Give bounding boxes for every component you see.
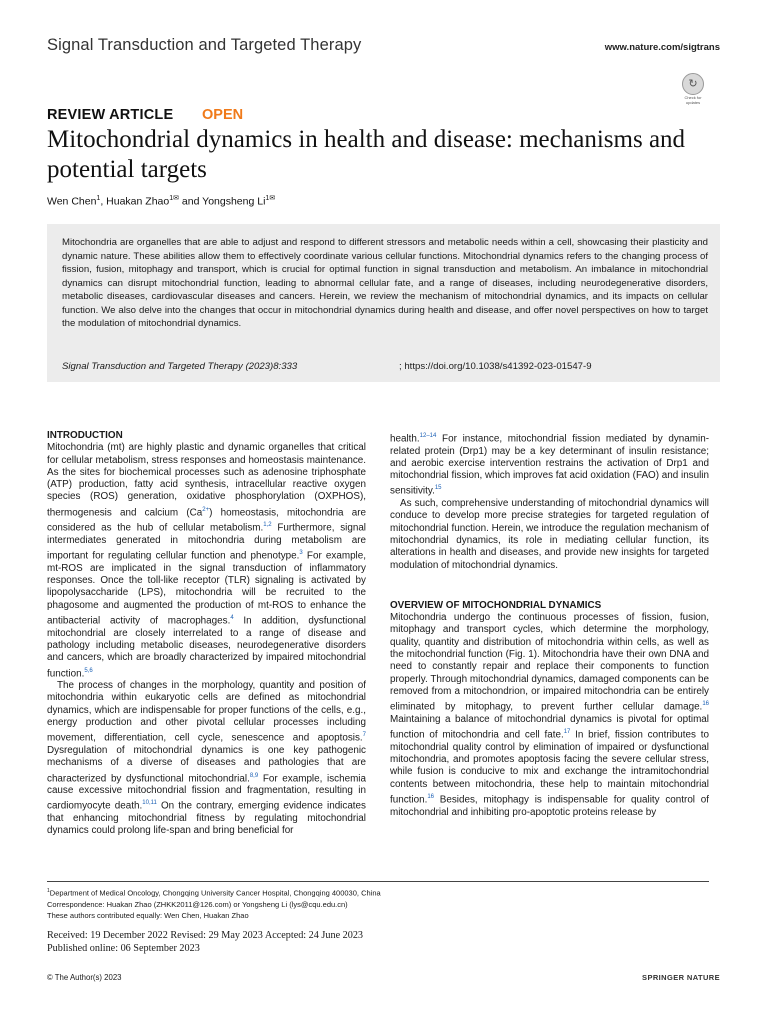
section-heading-overview: OVERVIEW OF MITOCHONDRIAL DYNAMICS (390, 599, 602, 611)
reference-superscript[interactable]: 1,2 (263, 522, 272, 529)
body-column-right (390, 430, 709, 819)
check-for-updates-button[interactable] (681, 73, 705, 103)
journal-site-link[interactable]: www.nature.com/sigtrans (604, 42, 720, 53)
body-paragraph: Mitochondria undergo the continuous processes of fission, fusion, mitophagy and transport cycles, which determine the morphology, quality, quantity and distribution of mitochondria within cells, as well as the mitochondrial function (Fig. 1). Mitochondria have their own DNA and need to constantly repair and replace their components to function properly. Through mitochondrial dynamics, damaged components can be removed from a mitochondrion, or impaired mitochondria can be entirely eliminated by mitophagy, to prevent further cellular damage.$^{16}$ Maintaining a balance of mitochondrial dynamics is pivotal for optimal function of mitochondria and cell fate.$^{17}$ In brief, fission contributes to mitochondrial quality control by elimination of impaired or dysfunctional mitochondria, and promotes apoptosis facing the severe cellular stress, while fusion is conducive to mix and exchange the intramitochondrial contents between mitochondria, these help to maintain mitochondrial function.$^{16}$ Besides, mitophagy is indispensable for quality control of mitochondrial and inhibiting pro-apoptotic proteins release by (390, 612, 709, 818)
article-type: REVIEW ARTICLE (47, 107, 174, 123)
author-affiliation-mark: 1 (96, 195, 101, 202)
reference-superscript[interactable]: 5,6 (84, 667, 93, 674)
body-column-left (47, 430, 366, 838)
reference-superscript[interactable]: 12–14 (419, 433, 437, 439)
reference-superscript[interactable]: 1 (47, 888, 50, 894)
journal-name: Signal Transduction and Targeted Therapy (47, 36, 362, 54)
received-dates: Received: 19 December 2022 Revised: 29 May 2023 Accepted: 24 June 2023 (47, 930, 364, 941)
reference-superscript[interactable]: 8,9 (249, 772, 259, 779)
check-updates-caption: Check for updates (684, 95, 702, 105)
check-updates-icon: ↻ (682, 73, 704, 95)
reference-superscript[interactable]: 16 (427, 793, 435, 800)
reference-superscript[interactable]: 15 (434, 485, 442, 492)
citation-line: Signal Transduction and Targeted Therapy (2023)8:333 (62, 361, 298, 372)
reference-superscript[interactable]: 10,11 (142, 800, 157, 807)
body-paragraph: health.$^{12-14}$ For instance, mitochondrial fission mediated by dynamin-related protein (Drp1) may be a key determinant of insulin resistance; and aerobic exercise intervention restrains the activation of Drp1 and mitochondrial fission, which improves fat acid oxidation (FAO) and insulin sensitivity.$^{15}$ (390, 433, 709, 497)
reference-superscript[interactable]: 17 (563, 729, 571, 736)
article-title: Mitochondrial dynamics in health and disease: mechanisms and potential targets (47, 126, 686, 183)
author-separator: and (178, 195, 203, 208)
body-paragraph: As such, comprehensive understanding of mitochondrial dynamics will conduce to develop more precise strategies for targeted regulation of mitochondrial function. Herein, we introduce the regulation mechanism of mitochondrial dynamics, its role in mediating cellular function, its alterations in health and diseases, and provide new insights for targeted modulation of mitochondrial dynamics. (390, 498, 709, 571)
section-heading-introduction: INTRODUCTION (47, 430, 123, 441)
author-list (47, 194, 275, 208)
footnotes (47, 886, 381, 921)
reference-superscript[interactable]: 4 (230, 615, 234, 622)
publisher-logo: SPRINGER NATURE (642, 973, 720, 982)
published-date: Published online: 06 September 2023 (47, 943, 200, 954)
author-name[interactable]: Huakan Zhao (106, 195, 170, 208)
reference-superscript[interactable]: 7 (362, 732, 366, 739)
footnote-divider (47, 881, 709, 882)
reference-superscript[interactable]: 3 (299, 550, 303, 557)
author-affiliation-mark: 1✉ (265, 195, 276, 202)
abstract-text: Mitochondria are organelles that are able to adjust and respond to different stressors and metabolic needs within a cell, showcasing their plasticity and dynamic nature. These abilities allow them to effectively coordinate various cellular functions. Mitochondrial dynamics refers to the changing process of fission, fusion, mitophagy and transport, which is crucial for optimal function in signal transduction and metabolism. An imbalance in mitochondrial dynamics can disrupt mitochondrial function, leading to abnormal cellular fate, and a range of diseases, including neurodegenerative disorders, metabolic diseases, cardiovascular diseases and cancers. Herein, we review the mechanism of mitochondrial dynamics, and its impacts on cellular function. We also delve into the changes that occur in mitochondrial dynamics during health and disease, and offer novel perspectives on how to target the modulation of mitochondrial dynamics. (62, 237, 708, 329)
author-name[interactable]: Yongsheng Li (202, 195, 266, 208)
correspondence-note: Correspondence: Huakan Zhao (ZHKK2011@126.com) or Yongsheng Li (lys@cqu.edu.cn) (47, 899, 348, 909)
reference-superscript[interactable]: 2+ (202, 506, 210, 513)
copyright-notice: © The Author(s) 2023 (47, 973, 122, 982)
affiliation-note: $^1$Department of Medical Oncology, Chongqing University Cancer Hospital, Chongqing 400030, China (47, 888, 381, 898)
equal-contribution-note: These authors contributed equally: Wen Chen, Huakan Zhao (47, 910, 249, 920)
reference-superscript[interactable]: 16 (702, 701, 709, 708)
body-paragraph: The process of changes in the morphology, quantity and position of mitochondria within eukaryotic cells are defined as mitochondrial dynamics, which are indispensable for proper functions of the cells, e.g., energy production and other pivotal cellular processes including movement, differentiation, cell cycle, senescence and apoptosis.$^7$ Dysregulation of mitochondrial dynamics is one key pathogenic mechanisms of a diverse of diseases and pathologies that are characterized by dysfunctional mitochondrial.$^{8,9}$ For example, ischemia cause excessive mitochondrial fission and fragmentation, resulting in cardiomyocyte death.$^{10,11}$ On the contrary, emerging evidence indicates that enhancing mitochondrial fitness by regulating mitochondrial dynamics could prolong life-span and bring beneficial for (47, 680, 366, 837)
article-dates (47, 929, 363, 955)
body-paragraph: Mitochondria (mt) are highly plastic and dynamic organelles that critical for cellular metabolism, stress responses and homeostasis maintenance. As the sites for biochemical processes such as adenosine triphosphate (ATP) production, fatty acid synthesis, intracellular reactive oxygen species (ROS) generation, oxidative phosphorylation (OXPHOS), thermogenesis and calcium $(Ca^{2+})$ homeostasis, mitochondria are considered as the hub of cellular metabolism.$^{1,2}$ Furthermore, signal intermediates generated in mitochondria during metabolism are important for regulating cellular function and phenotype.$^3$ For example, mt-ROS are implicated in the signal transduction of inflammatory responses. Once the toll-like receptor (TLR) signaling is activated by lipopolysaccharide (LPS), mitochondria will be recruited to the phagosome and augmented the production of mt-ROS to enhance the antibacterial activity of macrophages.$^4$ In addition, dysfunctional mitochondrial are closely interrelated to a range of disease and pathology including metabolic diseases, neurodegenerative disorders and cancers, which are broadly characterized by impaired mitochondrial function.$^{5,6}$ (47, 442, 367, 679)
author-affiliation-mark: 1✉ (169, 195, 179, 202)
open-access-label: OPEN (202, 107, 244, 123)
section-spacer (390, 572, 709, 600)
doi-link[interactable]: ; https://doi.org/10.1038/s41392-023-01547-9 (399, 361, 592, 372)
author-separator: , (100, 195, 107, 208)
author-name[interactable]: Wen Chen (47, 195, 97, 208)
